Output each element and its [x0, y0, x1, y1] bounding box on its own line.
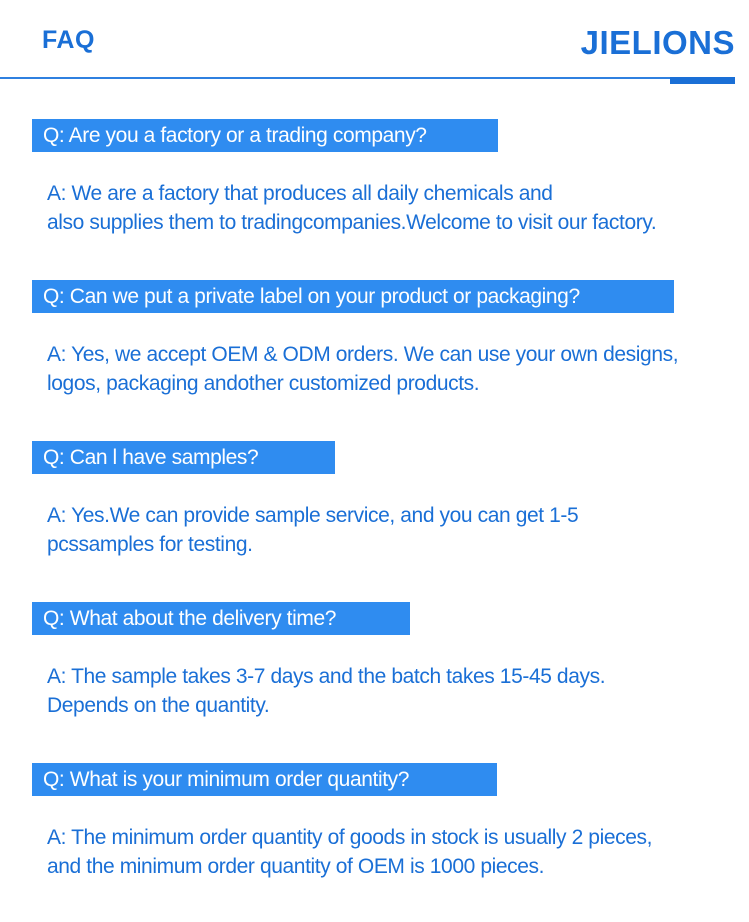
faq-answer-line: A: We are a factory that produces all daily chemicals and — [47, 182, 553, 205]
faq-item-factory — [32, 119, 657, 237]
faq-answer — [47, 179, 657, 237]
faq-question: Q: What about the delivery time? — [32, 602, 410, 635]
faq-question: Q: Can l have samples? — [32, 441, 335, 474]
faq-item-minimum-order — [32, 763, 653, 881]
faq-answer — [47, 340, 679, 398]
faq-answer-line: logos, packaging andother customized products. — [47, 372, 480, 395]
faq-answer-line: A: The minimum order quantity of goods in stock is usually 2 pieces, — [47, 826, 653, 849]
faq-answer-line: A: The sample takes 3-7 days and the batch takes 15-45 days. — [47, 665, 606, 688]
faq-answer — [47, 823, 653, 881]
faq-answer — [47, 662, 606, 720]
faq-answer-line: pcssamples for testing. — [47, 533, 253, 556]
page-title: FAQ — [42, 26, 95, 54]
faq-question: Q: Can we put a private label on your product or packaging? — [32, 280, 674, 313]
header-divider — [0, 77, 735, 79]
faq-item-delivery-time — [32, 602, 606, 720]
faq-answer-line: Depends on the quantity. — [47, 694, 270, 717]
faq-answer-line: A: Yes, we accept OEM & ODM orders. We can use your own designs, — [47, 343, 679, 366]
faq-question: Q: What is your minimum order quantity? — [32, 763, 497, 796]
faq-answer — [47, 501, 579, 559]
brand-logo-text: JIELIONS — [580, 24, 735, 61]
faq-item-samples — [32, 441, 579, 559]
faq-answer-line: A: Yes.We can provide sample service, and you can get 1-5 — [47, 504, 579, 527]
faq-answer-line: and the minimum order quantity of OEM is 1000 pieces. — [47, 855, 545, 878]
faq-answer-line: also supplies them to tradingcompanies.Welcome to visit our factory. — [47, 211, 657, 234]
faq-item-private-label — [32, 280, 679, 398]
header-accent-bar — [670, 77, 735, 84]
faq-question: Q: Are you a factory or a trading company? — [32, 119, 498, 152]
